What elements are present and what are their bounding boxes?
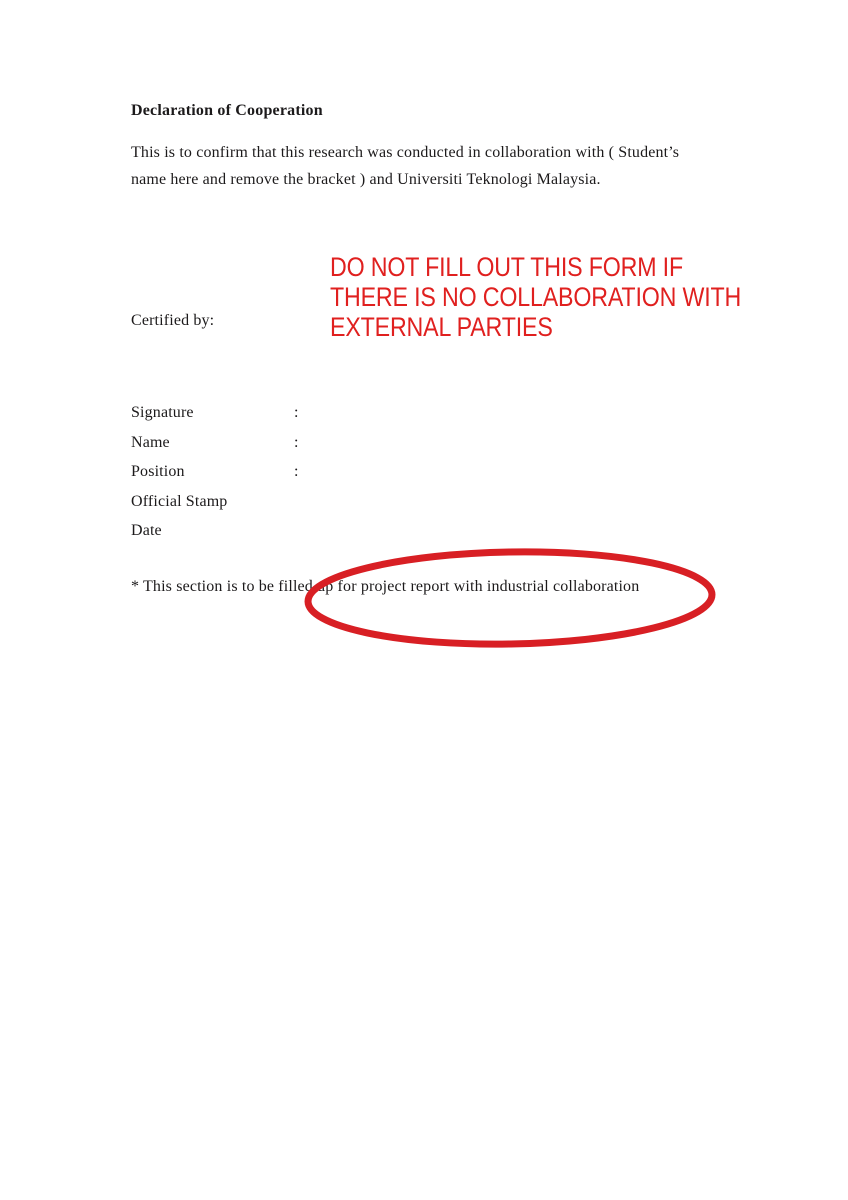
warning-line-1: DO NOT FILL OUT THIS FORM IF xyxy=(330,252,683,282)
name-colon: : xyxy=(294,433,299,451)
page-title: Declaration of Cooperation xyxy=(131,102,323,119)
intro-paragraph-line-2: name here and remove the bracket ) and Universiti Teknologi Malaysia. xyxy=(131,170,601,188)
intro-paragraph-line-1: This is to confirm that this research was conducted in collaboration with ( Student’s xyxy=(131,144,680,161)
warning-line-3: EXTERNAL PARTIES xyxy=(330,312,553,342)
red-ellipse-shape xyxy=(307,548,713,647)
name-label: Name xyxy=(131,433,170,451)
red-circle-annotation xyxy=(300,542,720,653)
do-not-fill-warning xyxy=(330,252,741,342)
date-label: Date xyxy=(131,522,162,540)
signature-fields xyxy=(131,404,306,552)
intro-paragraph xyxy=(131,140,679,194)
field-row-date xyxy=(131,522,306,552)
warning-line-2: THERE IS NO COLLABORATION WITH xyxy=(330,282,742,312)
field-row-official-stamp xyxy=(131,493,306,523)
industrial-collaboration-footnote: * This section is to be filled up for project report with industrial collaboration xyxy=(131,578,640,595)
signature-colon: : xyxy=(294,404,299,421)
position-label: Position xyxy=(131,463,185,481)
certified-by-label: Certified by: xyxy=(131,312,215,329)
field-row-signature xyxy=(131,404,306,434)
position-colon: : xyxy=(294,463,299,481)
signature-label: Signature xyxy=(131,404,194,421)
field-row-name xyxy=(131,434,306,464)
official-stamp-label: Official Stamp xyxy=(131,492,228,510)
field-row-position xyxy=(131,463,306,493)
